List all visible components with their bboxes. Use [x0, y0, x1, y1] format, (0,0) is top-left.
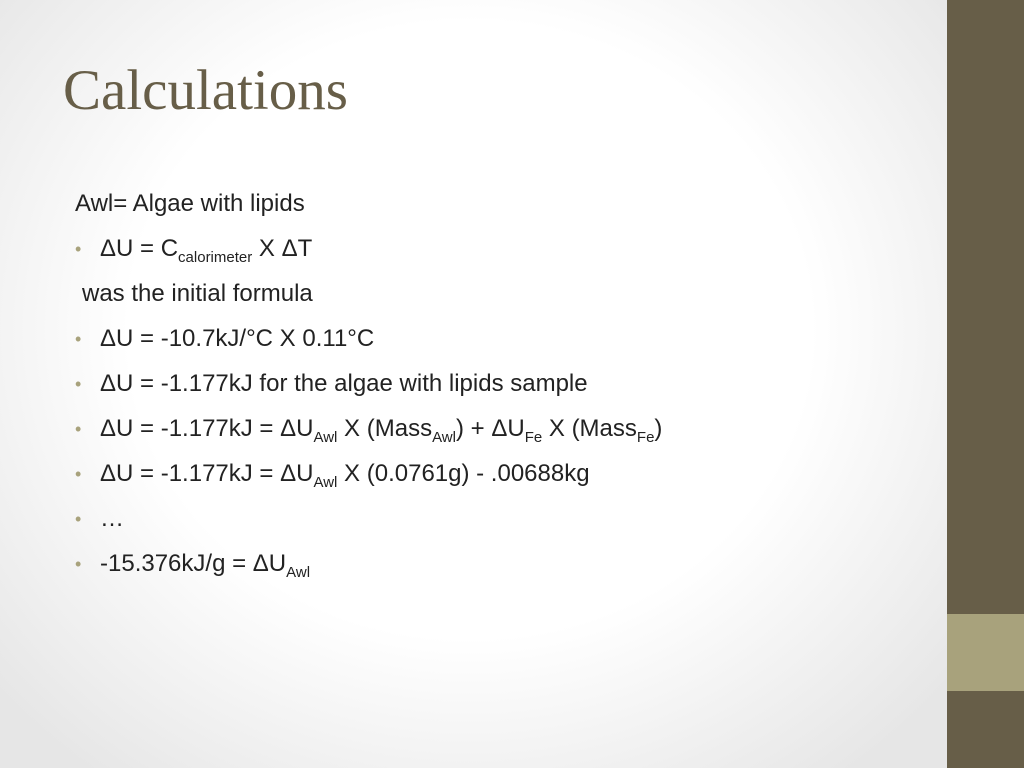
bullet-icon: • — [75, 239, 82, 259]
bullet-icon: • — [75, 374, 82, 394]
subscript: Fe — [636, 429, 655, 446]
note-line — [75, 276, 935, 321]
definition-line — [75, 186, 935, 231]
bullet-icon: • — [75, 554, 82, 574]
substitution-text: ΔU = -10.7kJ/°C X 0.11°C — [100, 325, 375, 352]
bullet-item-values — [75, 456, 935, 501]
bullet-item-formula — [75, 231, 935, 276]
bullet-item-mass-equation — [75, 411, 935, 456]
subscript: calorimeter — [178, 249, 253, 266]
definition-text: Awl= Algae with lipids — [75, 190, 305, 217]
bullet-item-substitution — [75, 321, 935, 366]
content-list — [75, 186, 935, 591]
bullet-item-ellipsis — [75, 501, 935, 546]
sidebar-accent-block — [947, 614, 1024, 691]
subscript: Fe — [524, 429, 543, 446]
formula-text: $\Delta U = C_{calorimeter}$ X ΔT — [100, 235, 313, 266]
ellipsis-text: … — [100, 505, 124, 532]
final-result-text: $-15.376kJ/g = \Delta U_{Awl}$ — [100, 550, 311, 581]
note-text: was the initial formula — [82, 280, 313, 307]
subscript: Awl — [313, 474, 338, 491]
subscript: Awl — [313, 429, 338, 446]
bullet-icon: • — [75, 419, 82, 439]
bullet-icon: • — [75, 329, 82, 349]
bullet-item-final — [75, 546, 935, 591]
subscript: Awl — [432, 429, 456, 446]
mass-equation-text: $\Delta U = -1.177kJ = \Delta U_{Awl}$ X (Mass$_{Awl}$) + $\Delta U_{Fe}$ X (Mass$_{Fe}$) — [100, 415, 663, 446]
bullet-icon: • — [75, 509, 82, 529]
bullet-icon: • — [75, 464, 82, 484]
subscript: Awl — [286, 564, 311, 581]
result-text: ΔU = -1.177kJ for the algae with lipids sample — [100, 370, 588, 397]
slide-title: Calculations — [63, 59, 348, 122]
bullet-item-result — [75, 366, 935, 411]
values-equation-text: $\Delta U = -1.177kJ = \Delta U_{Awl}$ X (0.0761g) - .00688kg — [100, 460, 590, 491]
